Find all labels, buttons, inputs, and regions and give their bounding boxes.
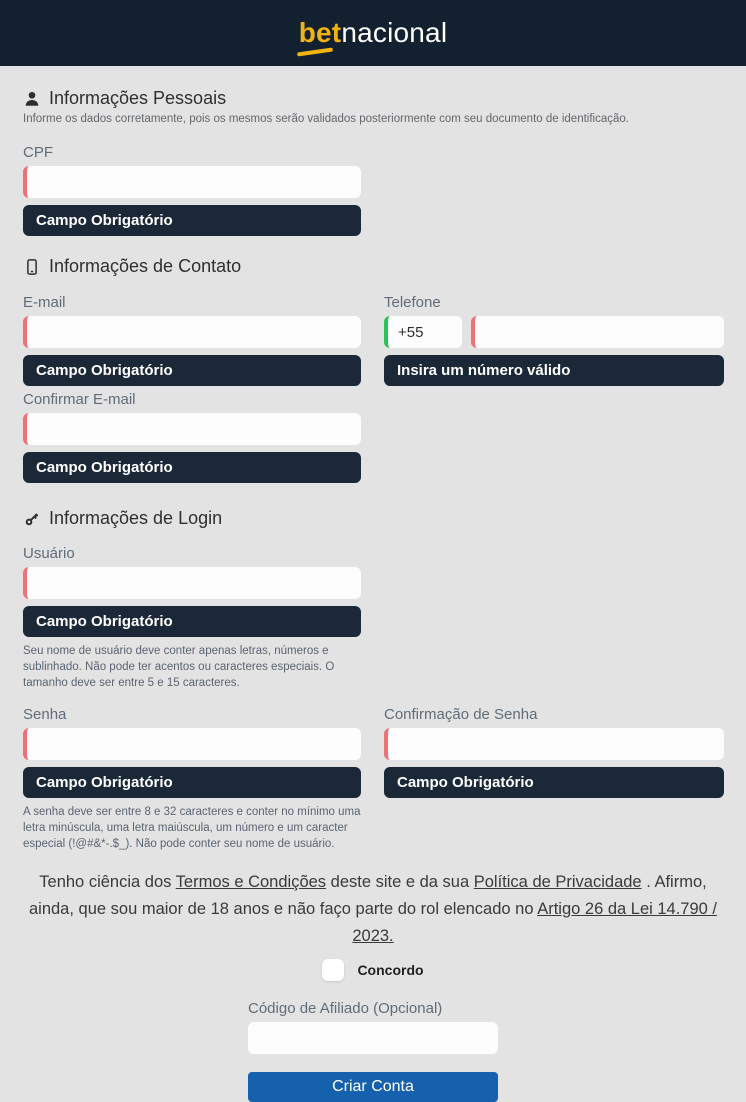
phone-field-group — [384, 294, 724, 386]
law-article-link[interactable]: Artigo 26 da Lei 14.790 / 2023. — [352, 900, 718, 945]
terms-text-3: . Afirmo, ainda, que sou maior de 18 anos e não faço parte do rol elencado no — [28, 873, 707, 918]
section-login-title: Informações de Login — [49, 508, 223, 528]
section-personal-subtitle: Informe os dados corretamente, pois os mesmos serão validados posteriormente com seu documento de identificação. — [23, 113, 629, 125]
username-help-text: Seu nome de usuário deve conter apenas letras, números e sublinhado. Não pode ter acentos ou caracteres especiais. O tamanho deve ser entre 5 e 15 caracteres. — [23, 645, 335, 689]
email-error-badge: Campo Obrigatório — [23, 355, 361, 386]
cpf-field-group — [23, 144, 361, 236]
section-contact-info — [23, 256, 723, 488]
smartphone-icon — [23, 258, 41, 276]
phone-label: Telefone — [384, 294, 441, 311]
password-confirm-field-group — [384, 706, 724, 798]
create-account-button[interactable]: Criar Conta — [248, 1072, 498, 1102]
betnacional-logo[interactable] — [299, 17, 448, 49]
email-input[interactable] — [23, 316, 361, 348]
email-confirm-label: Confirmar E-mail — [23, 391, 136, 408]
terms-paragraph — [23, 869, 723, 950]
phone-number-input[interactable] — [471, 316, 724, 348]
concordo-checkbox[interactable] — [322, 959, 344, 981]
username-field-group — [23, 545, 361, 691]
section-personal-info — [23, 88, 723, 236]
section-contact-title: Informações de Contato — [49, 256, 242, 276]
email-field-group — [23, 294, 361, 386]
privacy-policy-link[interactable]: Política de Privacidade — [473, 873, 642, 891]
section-login-heading — [23, 508, 723, 529]
terms-text-2: deste site e da sua — [326, 873, 474, 891]
username-label: Usuário — [23, 545, 75, 562]
cpf-label: CPF — [23, 144, 53, 161]
affiliate-label: Código de Afiliado (Opcional) — [248, 1000, 443, 1017]
concordo-label: Concordo — [357, 962, 424, 978]
email-confirm-input[interactable] — [23, 413, 361, 445]
password-input[interactable] — [23, 728, 361, 760]
email-confirm-error-badge: Campo Obrigatório — [23, 452, 361, 483]
password-field-group — [23, 706, 361, 852]
phone-country-code-input[interactable] — [384, 316, 462, 348]
terms-text-1: Tenho ciência dos — [39, 873, 176, 891]
password-confirm-label: Confirmação de Senha — [384, 706, 538, 723]
logo-bet-text: bet — [298, 17, 342, 48]
key-icon — [23, 510, 41, 528]
logo-nacional-text: nacional — [341, 17, 448, 48]
top-header — [0, 0, 746, 66]
password-error-badge: Campo Obrigatório — [23, 767, 361, 798]
email-confirm-field-group — [23, 391, 361, 483]
registration-form — [0, 66, 746, 1102]
password-confirm-error-badge: Campo Obrigatório — [384, 767, 724, 798]
section-contact-heading — [23, 256, 723, 277]
password-confirm-input[interactable] — [384, 728, 724, 760]
username-input[interactable] — [23, 567, 361, 599]
terms-and-conditions-link[interactable]: Termos e Condições — [175, 873, 327, 891]
section-personal-title: Informações Pessoais — [49, 88, 227, 108]
username-error-badge: Campo Obrigatório — [23, 606, 361, 637]
affiliate-code-input[interactable] — [248, 1022, 498, 1054]
email-label: E-mail — [23, 294, 66, 311]
section-personal-heading — [23, 88, 723, 109]
password-help-text: A senha deve ser entre 8 e 32 caracteres e conter no mínimo uma letra minúscula, uma letra maiúscula, um número e um caracter especial (!@#&*-.$_). Não pode conter seu nome de usuário. — [23, 806, 361, 850]
affiliate-field-group — [248, 1000, 498, 1054]
phone-error-badge: Insira um número válido — [384, 355, 724, 386]
password-grid — [23, 706, 723, 852]
contact-grid — [23, 294, 723, 488]
password-label: Senha — [23, 706, 67, 723]
cpf-input[interactable] — [23, 166, 361, 198]
cpf-error-badge: Campo Obrigatório — [23, 205, 361, 236]
section-login-info — [23, 508, 723, 852]
phone-inputs-row — [384, 316, 724, 348]
person-icon — [23, 90, 41, 108]
agree-row — [23, 959, 723, 981]
